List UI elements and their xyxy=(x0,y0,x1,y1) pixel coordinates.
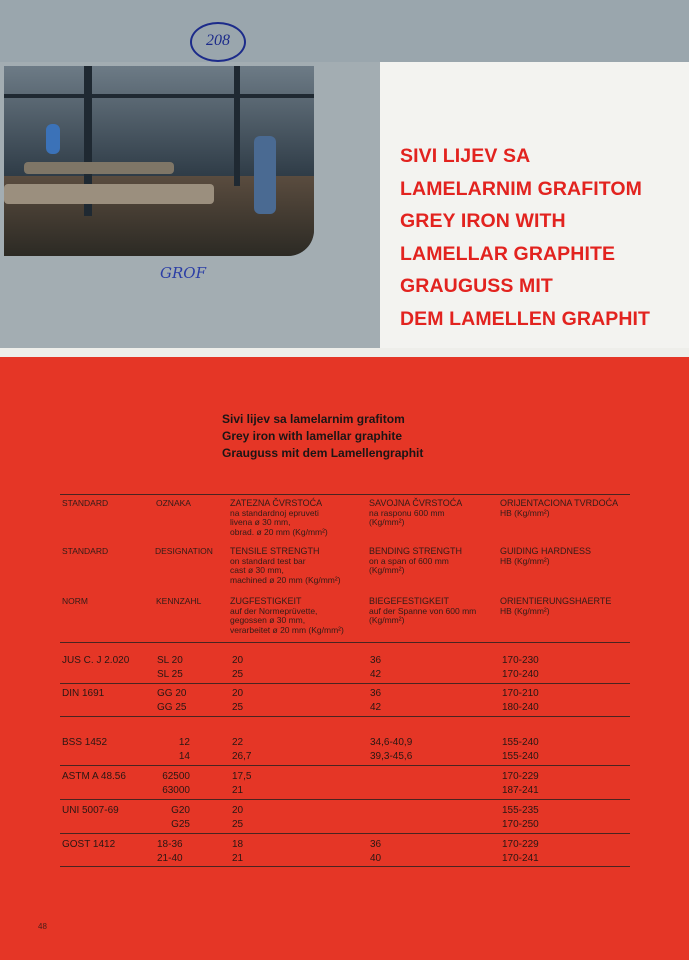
title-line: LAMELARNIM GRAFITOM xyxy=(400,177,643,200)
table-cell-tensile: 21 xyxy=(232,785,244,796)
table-cell-bending: 34,6-40,9 xyxy=(370,737,413,748)
table-cell-hardness: 170-229 xyxy=(502,771,539,782)
header-tensile: ZUGFESTIGKEIT auf der Normeprüvette, gegossen ø 30 mm, verarbeitet ø 20 mm (Kg/mm²) xyxy=(230,596,344,635)
title-line: SIVI LIJEV SA xyxy=(400,145,531,167)
table-cell-designation: 14 xyxy=(178,751,190,762)
table-cell-bending: 36 xyxy=(370,688,382,699)
table-cell-designation: GG 20 xyxy=(157,688,187,699)
table-cell-hardness: 170-240 xyxy=(502,669,539,680)
table-cell-tensile: 18 xyxy=(232,839,244,850)
table-cell-standard: ASTM A 48.56 xyxy=(62,771,126,782)
table-cell-designation: 21-40 xyxy=(157,853,183,864)
table-title-line: Sivi lijev sa lamelarnim grafitom xyxy=(222,412,405,426)
table-cell-designation: SL 20 xyxy=(157,655,183,666)
header-hardness: ORIJENTACIONA TVRDOĆA HB (Kg/mm²) xyxy=(500,498,619,518)
photo-mould-line xyxy=(24,162,174,174)
table-cell-hardness: 155-240 xyxy=(502,751,539,762)
table-cell-standard: JUS C. J 2.020 xyxy=(62,655,130,666)
table-cell-standard: GOST 1412 xyxy=(62,839,116,850)
table-cell-hardness: 187-241 xyxy=(502,785,539,796)
header-standard: STANDARD xyxy=(62,498,109,508)
title-line: GRAUGUSS MIT xyxy=(400,275,553,298)
table-rule xyxy=(60,716,630,717)
header-bending: BENDING STRENGTH on a span of 600 mm (Kg/mm²) xyxy=(369,546,463,575)
table-cell-designation: 18-36 xyxy=(157,839,183,850)
photo-worker xyxy=(254,136,276,214)
table-cell-bending: 39,3-45,6 xyxy=(370,751,413,762)
table-rule xyxy=(60,799,630,800)
table-cell-standard: DIN 1691 xyxy=(62,688,105,699)
table-cell-tensile: 22 xyxy=(232,737,244,748)
table-title-line: Grauguss mit dem Lamellengraphit xyxy=(222,446,424,460)
table-cell-designation: GG 25 xyxy=(157,702,187,713)
foundry-photo xyxy=(4,66,314,256)
title-block xyxy=(400,140,680,336)
table-cell-designation: 62500 xyxy=(162,771,190,782)
header-bending: SAVOJNA ČVRSTOĆA na rasponu 600 mm (Kg/mm²) xyxy=(369,498,463,527)
header-designation: KENNZAHL xyxy=(156,596,202,606)
table-cell-hardness: 155-235 xyxy=(502,805,539,816)
table-title xyxy=(222,411,522,462)
table-cell-designation: G20 xyxy=(171,805,190,816)
table-cell-designation: 63000 xyxy=(162,785,190,796)
table-cell-standard: BSS 1452 xyxy=(62,737,108,748)
handwritten-page-stamp: 208 xyxy=(190,22,246,62)
table-cell-bending: 40 xyxy=(370,853,382,864)
page-number: 48 xyxy=(38,922,47,931)
handwritten-note: GROF xyxy=(160,264,206,282)
table-rule xyxy=(60,683,630,684)
table-rule xyxy=(60,765,630,766)
photo-girder xyxy=(4,94,314,98)
title-line: GREY IRON WITH xyxy=(400,210,566,233)
table-cell-designation: SL 25 xyxy=(157,669,183,680)
header-tensile: ZATEZNA ČVRSTOĆA na standardnoj epruveti livena ø 30 mm, obrad. ø 20 mm (Kg/mm²) xyxy=(230,498,328,537)
table-cell-bending: 36 xyxy=(370,655,382,666)
header-hardness: ORIENTIERUNGSHAERTE HB (Kg/mm²) xyxy=(500,596,612,616)
table-cell-tensile: 20 xyxy=(232,655,244,666)
header-standard: STANDARD xyxy=(62,546,109,556)
table-cell-tensile: 25 xyxy=(232,819,244,830)
table-cell-hardness: 155-240 xyxy=(502,737,539,748)
table-title-line: Grey iron with lamellar graphite xyxy=(222,429,403,443)
table-cell-tensile: 20 xyxy=(232,805,244,816)
table-cell-hardness: 170-250 xyxy=(502,819,539,830)
photo-worker xyxy=(46,124,60,154)
table-rule xyxy=(60,494,630,495)
top-grey-band xyxy=(0,0,689,62)
header-hardness: GUIDING HARDNESS HB (Kg/mm²) xyxy=(500,546,592,566)
table-rule xyxy=(60,866,630,867)
table-cell-tensile: 17,5 xyxy=(232,771,252,782)
table-cell-standard: UNI 5007-69 xyxy=(62,805,119,816)
header-designation: DESIGNATION xyxy=(155,546,213,556)
table-cell-tensile: 25 xyxy=(232,702,244,713)
table-rule xyxy=(60,833,630,834)
table-cell-tensile: 21 xyxy=(232,853,244,864)
title-line: DEM LAMELLEN GRAPHIT xyxy=(400,307,651,330)
table-cell-tensile: 25 xyxy=(232,669,244,680)
table-cell-hardness: 170-229 xyxy=(502,839,539,850)
table-cell-tensile: 20 xyxy=(232,688,244,699)
table-rule xyxy=(60,642,630,643)
table-cell-designation: 12 xyxy=(178,737,190,748)
title-line: LAMELLAR GRAPHITE xyxy=(400,242,616,265)
photo-column xyxy=(234,66,240,186)
header-designation: OZNAKA xyxy=(156,498,191,508)
table-cell-bending: 42 xyxy=(370,702,382,713)
table-cell-tensile: 26,7 xyxy=(232,751,252,762)
table-cell-hardness: 170-210 xyxy=(502,688,539,699)
table-cell-hardness: 170-241 xyxy=(502,853,539,864)
header-tensile: TENSILE STRENGTH on standard test bar cast ø 30 mm, machined ø 20 mm (Kg/mm²) xyxy=(230,546,341,585)
header-bending: BIEGEFESTIGKEIT auf der Spanne von 600 mm (Kg/mm²) xyxy=(369,596,477,625)
table-cell-hardness: 180-240 xyxy=(502,702,539,713)
header-standard: NORM xyxy=(62,596,88,606)
table-cell-hardness: 170-230 xyxy=(502,655,539,666)
table-cell-designation: G25 xyxy=(171,819,190,830)
table-cell-bending: 36 xyxy=(370,839,382,850)
table-cell-bending: 42 xyxy=(370,669,382,680)
photo-mould-line xyxy=(4,184,214,204)
